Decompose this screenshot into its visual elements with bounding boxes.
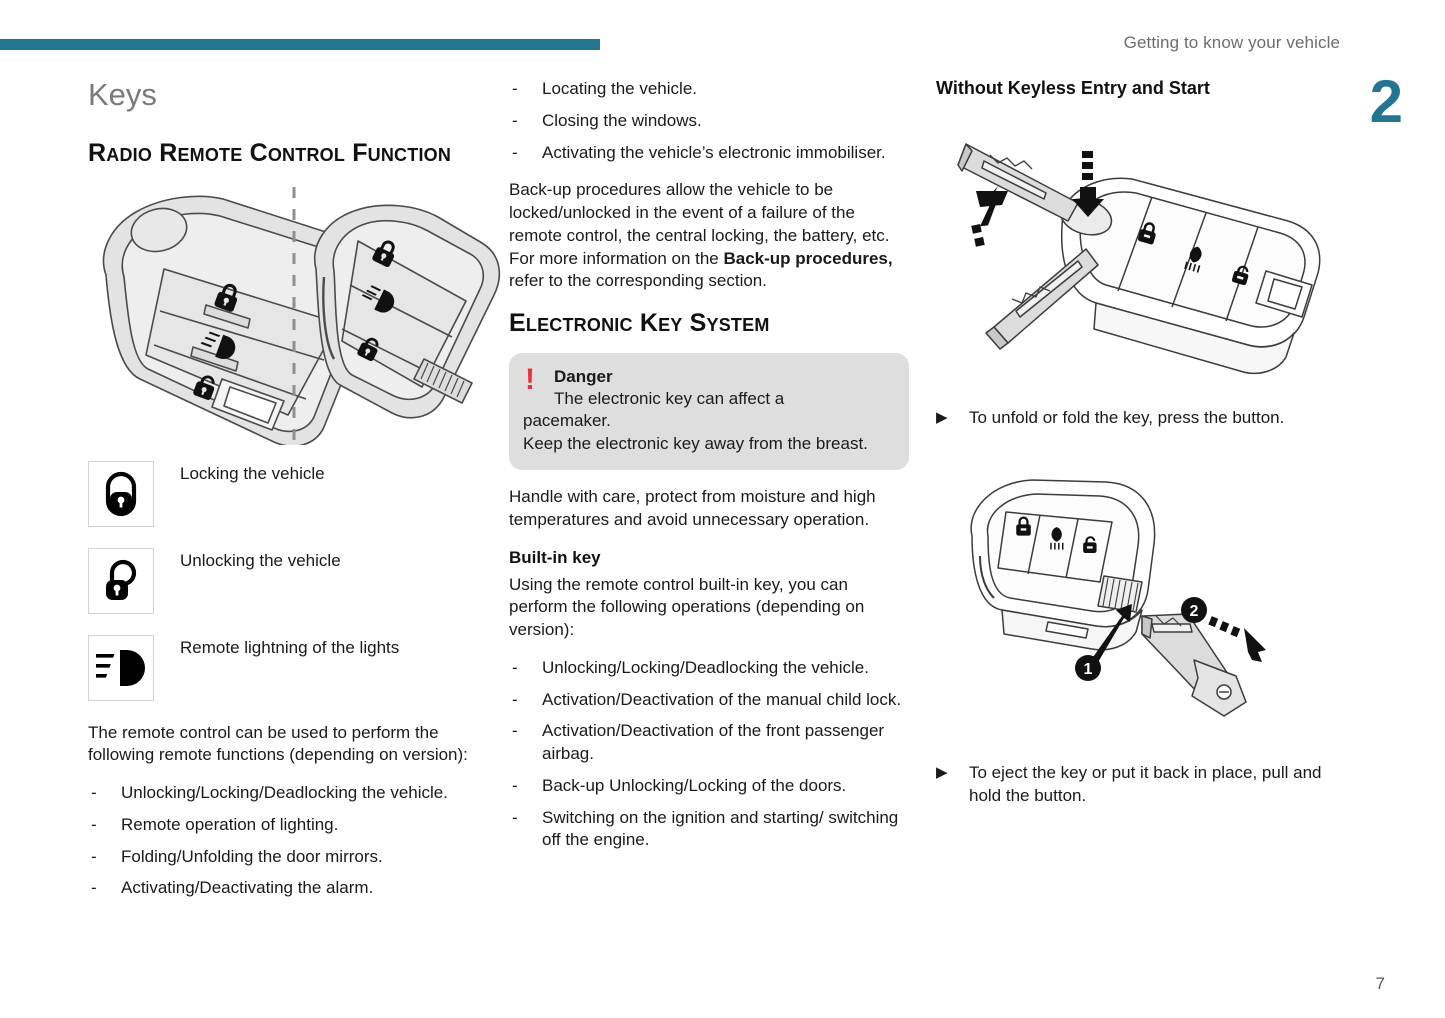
chapter-number: 2: [1369, 68, 1403, 135]
dash-bullet: -: [512, 110, 518, 130]
list-item: [88, 814, 508, 837]
danger-line-2: pacemaker.: [523, 411, 611, 431]
list-item: [509, 110, 909, 133]
list-item: [509, 142, 909, 165]
section-heading-radio-remote-control: Radio Remote Control Function: [88, 139, 452, 168]
dash-bullet: -: [91, 783, 97, 803]
remote-functions-list: [88, 782, 508, 900]
list-item-label: Unlocking/Locking/Deadlocking the vehicle.: [121, 783, 448, 803]
backup-text-bold: Back-up procedures,: [723, 248, 893, 268]
list-item-label: Folding/Unfolding the door mirrors.: [121, 846, 383, 866]
section-heading-without-keyless: Without Keyless Entry and Start: [936, 78, 1210, 98]
list-item: [509, 78, 909, 101]
callout-2-label: 2: [1189, 602, 1199, 620]
list-item: [509, 807, 909, 853]
left-column: [88, 78, 508, 915]
instruction-eject-key: [936, 762, 1336, 808]
dash-bullet: -: [512, 689, 518, 709]
padlock-open-icon: [88, 548, 154, 614]
dash-bullet: -: [91, 878, 97, 898]
list-item-label: Remote operation of lighting.: [121, 814, 339, 834]
middle-column: [509, 78, 909, 867]
legend-label-unlocking: Unlocking the vehicle: [180, 550, 341, 570]
list-item-label: Closing the windows.: [542, 110, 702, 130]
backup-procedures-paragraph: [509, 179, 909, 293]
legend-row-lights: [88, 635, 508, 701]
page-number: 7: [1375, 974, 1385, 993]
figure-flip-key-unfold: [936, 121, 1336, 391]
danger-callout: [509, 353, 909, 470]
running-head: Getting to know your vehicle: [1123, 33, 1340, 52]
dash-bullet: -: [512, 79, 518, 98]
built-in-key-operations-list: [509, 657, 909, 852]
subheading-built-in-key: Built-in key: [509, 547, 601, 567]
dash-bullet: -: [512, 775, 518, 795]
triangle-bullet-icon: ▶: [936, 763, 948, 781]
icon-legend: [88, 461, 508, 701]
list-item-label: Activating the vehicle’s electronic immobiliser.: [542, 142, 886, 162]
figure-smart-key-eject-blade: [936, 464, 1336, 744]
dash-bullet: -: [91, 846, 97, 866]
backup-text-part1: Back-up procedures allow the vehicle to be locked/unlocked in the event of a failure of the remote control, the central locking, the battery, etc. For more information on the: [509, 180, 890, 268]
list-item: [509, 775, 909, 798]
list-item: [88, 782, 508, 805]
figure-key-fob-variants: [88, 183, 508, 445]
built-in-key-intro: Using the remote control built-in key, you can perform the following operations (depending on version):: [509, 574, 865, 640]
padlock-closed-icon: [88, 461, 154, 527]
legend-row-locking: [88, 461, 508, 527]
callout-1-label: 1: [1083, 660, 1093, 678]
triangle-bullet-icon: ▶: [936, 409, 948, 426]
remote-functions-list-continued: [509, 78, 909, 164]
headlight-icon: [88, 635, 154, 701]
warning-exclamation-icon: !: [525, 362, 535, 396]
header-accent-bar: [0, 39, 600, 50]
list-item-label: Unlocking/Locking/Deadlocking the vehicle.: [542, 657, 869, 677]
section-heading-electronic-key-system: Electronic Key System: [509, 309, 770, 338]
dash-bullet: -: [512, 657, 518, 677]
handle-with-care-paragraph: Handle with care, protect from moisture and high temperatures and avoid unnecessary operation.: [509, 487, 876, 529]
list-item: [509, 720, 909, 766]
dash-bullet: -: [512, 142, 518, 162]
instruction-eject-key-label: To eject the key or put it back in place, pull and hold the button.: [969, 762, 1322, 805]
dash-bullet: -: [91, 814, 97, 834]
list-item: [509, 657, 909, 680]
list-item-label: Switching on the ignition and starting/ switching off the engine.: [542, 807, 899, 850]
danger-title: Danger: [554, 366, 613, 386]
backup-text-part2: refer to the corresponding section.: [509, 271, 767, 291]
legend-label-locking: Locking the vehicle: [180, 463, 325, 483]
list-item: [88, 846, 508, 869]
instruction-unfold-key: [936, 407, 1336, 430]
list-item-label: Locating the vehicle.: [542, 79, 697, 98]
list-item: [509, 689, 909, 712]
list-item-label: Activating/Deactivating the alarm.: [121, 878, 374, 898]
list-item-label: Activation/Deactivation of the front passenger airbag.: [542, 721, 885, 764]
legend-row-unlocking: [88, 548, 508, 614]
dash-bullet: -: [512, 721, 518, 741]
right-column: [936, 78, 1336, 807]
unfold-arrow-icon: [971, 186, 1008, 247]
dash-bullet: -: [512, 807, 518, 827]
list-item-label: Activation/Deactivation of the manual child lock.: [542, 689, 902, 709]
legend-label-lights: Remote lightning of the lights: [180, 637, 400, 657]
page-title: Keys: [88, 77, 157, 112]
instruction-unfold-key-label: To unfold or fold the key, press the button.: [969, 408, 1285, 427]
danger-line-3: Keep the electronic key away from the breast.: [523, 434, 868, 454]
remote-functions-intro: The remote control can be used to perform the following remote functions (depending on version):: [88, 722, 468, 765]
list-item-label: Back-up Unlocking/Locking of the doors.: [542, 775, 847, 795]
list-item: [88, 877, 508, 900]
danger-line-1: The electronic key can affect a: [554, 388, 785, 408]
